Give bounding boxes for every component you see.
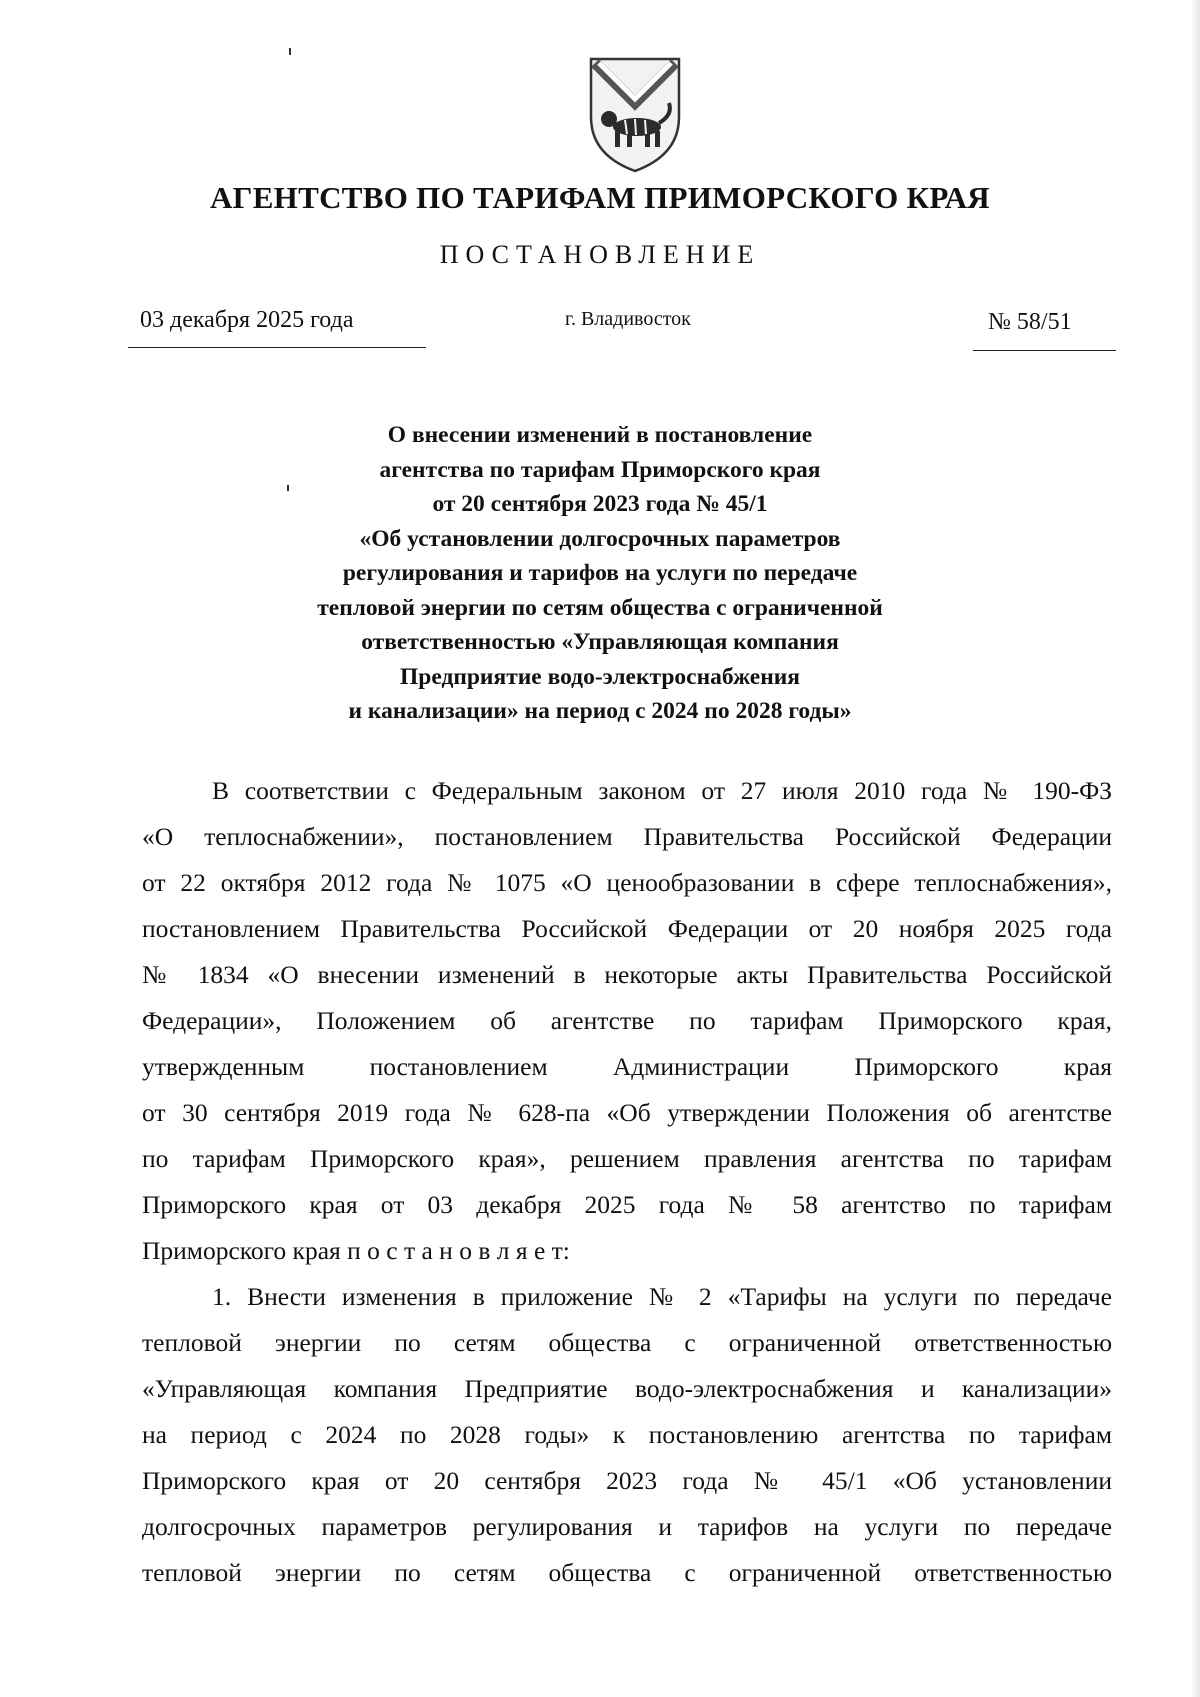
body-line: «Управляющая компания Предприятие водо-электроснабжения и канализации»	[142, 1374, 1112, 1403]
body-line: Приморского края п о с т а н о в л я е т:	[142, 1236, 570, 1265]
number-underline	[973, 350, 1116, 351]
subject-line: и канализации» на период с 2024 по 2028 годы»	[348, 698, 852, 724]
body-line: № 1834 «О внесении изменений в некоторые акты Правительства Российской	[142, 960, 1112, 989]
body-line: постановлением Правительства Российской Федерации от 20 ноября 2025 года	[142, 914, 1112, 943]
body-line: от 22 октября 2012 года № 1075 «О ценообразовании в сфере теплоснабжения»,	[142, 868, 1112, 897]
subject-line: регулирования и тарифов на услуги по передаче	[342, 560, 858, 586]
document-date: 03 декабря 2025 года	[140, 307, 354, 333]
body-line: утвержденным постановлением Администрации Приморского края	[142, 1052, 1112, 1081]
document-number: № 58/51	[988, 309, 1072, 335]
agency-title: АГЕНТСТВО ПО ТАРИФАМ ПРИМОРСКОГО КРАЯ	[210, 180, 990, 215]
body-line: «О теплоснабжении», постановлением Правительства Российской Федерации	[142, 822, 1112, 851]
subject-line: Предприятие водо-электроснабжения	[399, 663, 801, 690]
body-line: В соответствии с Федеральным законом от 27 июля 2010 года № 190-ФЗ	[212, 776, 1112, 805]
body-line: Приморского края от 20 сентября 2023 года № 45/1 «Об установлении	[142, 1466, 1112, 1495]
subject-line: ответственностью «Управляющая компания	[361, 629, 839, 655]
body-line: долгосрочных параметров регулирования и тарифов на услуги по передаче	[142, 1512, 1112, 1541]
subject-line: агентства по тарифам Приморского края	[379, 456, 821, 483]
subject-line: О внесении изменений в постановление	[387, 422, 813, 448]
coat-of-arms-icon	[585, 55, 685, 175]
subject-line: «Об установлении долгосрочных параметров	[359, 525, 841, 552]
body-line: тепловой энергии по сетям общества с ограниченной ответственностью	[142, 1558, 1112, 1587]
body-line: Приморского края от 03 декабря 2025 года № 58 агентство по тарифам	[142, 1190, 1112, 1219]
body-line: тепловой энергии по сетям общества с ограниченной ответственностью	[142, 1328, 1112, 1357]
body-line: на период с 2024 по 2028 годы» к постановлению агентства по тарифам	[142, 1420, 1112, 1449]
body-line: по тарифам Приморского края», решением правления агентства по тарифам	[142, 1144, 1112, 1173]
date-underline	[128, 347, 426, 348]
body-line: от 30 сентября 2019 года № 628-па «Об утверждении Положения об агентстве	[142, 1098, 1112, 1127]
document-city: г. Владивосток	[565, 308, 691, 330]
scan-speck	[289, 48, 291, 55]
subject-line: тепловой энергии по сетям общества с ограниченной	[317, 594, 883, 621]
body-line: Федерации», Положением об агентстве по тарифам Приморского края,	[142, 1006, 1112, 1035]
subject-line: от 20 сентября 2023 года № 45/1	[432, 491, 768, 517]
document-subject	[180, 418, 1020, 729]
document-type: ПОСТАНОВЛЕНИЕ	[439, 240, 761, 269]
body-line: 1. Внести изменения в приложение № 2 «Тарифы на услуги по передаче	[212, 1282, 1112, 1311]
